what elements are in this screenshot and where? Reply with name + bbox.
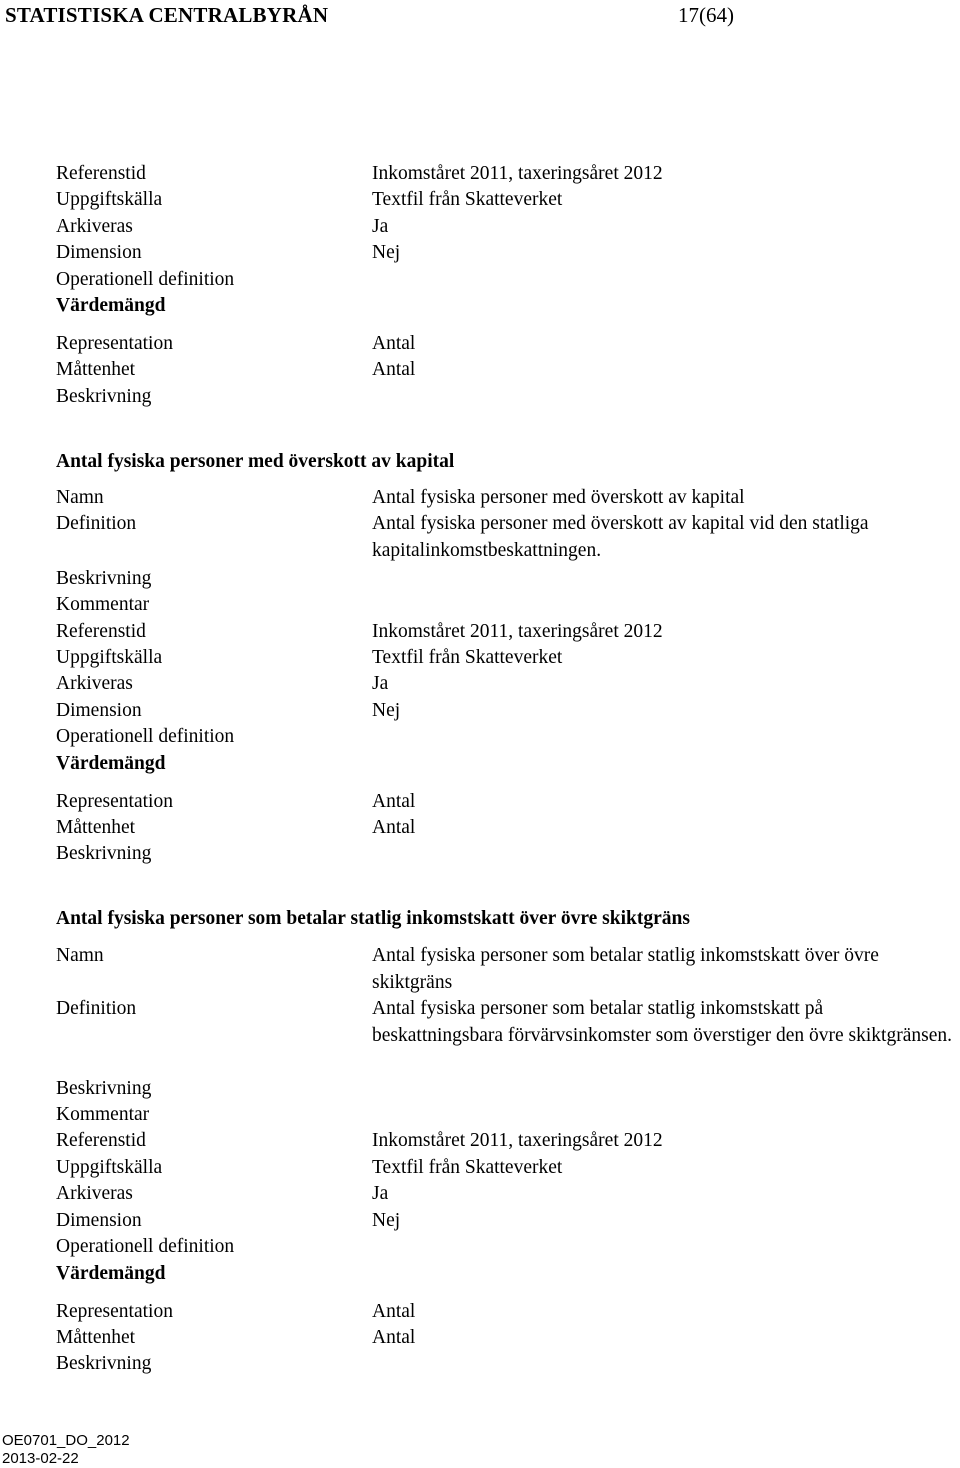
field-value: Ja [372, 673, 389, 694]
field-value: Inkomståret 2011, taxeringsåret 2012 [372, 1130, 663, 1151]
field-label: Operationell definition [56, 269, 235, 290]
field-value: Antal [372, 1301, 416, 1322]
field-dimension [0, 1208, 960, 1234]
field-label: Operationell definition [56, 1236, 235, 1257]
field-value: Antal fysiska personer med överskott av kapital [372, 487, 745, 508]
field-representation [0, 1299, 960, 1325]
section-heading: Antal fysiska personer som betalar statlig inkomstskatt över övre skiktgräns [56, 908, 690, 929]
field-vardemangd [0, 1261, 960, 1287]
field-label: Uppgiftskälla [56, 189, 163, 210]
field-label: Representation [56, 1301, 173, 1322]
field-beskrivning [0, 1076, 960, 1102]
field-label: Operationell definition [56, 726, 235, 747]
field-label: Beskrivning [56, 568, 152, 589]
field-label: Referenstid [56, 1130, 146, 1151]
field-referenstid [0, 1128, 960, 1154]
document-id: OE0701_DO_2012 [2, 1432, 130, 1449]
field-referenstid [0, 161, 960, 187]
field-operationell-definition [0, 1234, 960, 1260]
field-value: Ja [372, 216, 389, 237]
field-value-definition: Antal fysiska personer med överskott av kapital vid den statliga kapitalinkomstbeskattningen. [372, 513, 869, 561]
field-value: Textfil från Skatteverket [372, 1157, 563, 1178]
field-referenstid [0, 619, 960, 645]
field-label: Dimension [56, 700, 142, 721]
field-label: Namn [56, 487, 104, 508]
field-operationell-definition [0, 267, 960, 293]
field-label: Representation [56, 791, 173, 812]
field-dimension [0, 698, 960, 724]
field-arkiveras [0, 1181, 960, 1207]
field-label: Arkiveras [56, 673, 133, 694]
field-mattenhet [0, 357, 960, 383]
field-label: Beskrivning [56, 843, 152, 864]
field-label: Arkiveras [56, 216, 133, 237]
field-value: Textfil från Skatteverket [372, 647, 563, 668]
field-label: Referenstid [56, 621, 146, 642]
field-label: Värdemängd [56, 295, 166, 316]
field-label: Värdemängd [56, 1263, 166, 1284]
field-value-definition: Antal fysiska personer som betalar statlig inkomstskatt på beskattningsbara förvärvsinkomster som överstiger den övre skiktgränsen. [372, 998, 952, 1046]
document-date: 2013-02-22 [2, 1450, 79, 1467]
field-label-namn: Namn [56, 945, 104, 966]
field-beskrivning [0, 841, 960, 867]
field-value-namn: Antal fysiska personer som betalar statlig inkomstskatt över övre skiktgräns [372, 945, 879, 993]
field-label: Arkiveras [56, 1183, 133, 1204]
field-label: Uppgiftskälla [56, 1157, 163, 1178]
field-mattenhet [0, 815, 960, 841]
field-value: Nej [372, 700, 401, 721]
field-label: Beskrivning [56, 1353, 152, 1374]
field-value: Antal [372, 791, 416, 812]
field-uppgiftskalla [0, 187, 960, 213]
field-label-definition: Definition [56, 513, 137, 534]
field-label: Representation [56, 333, 173, 354]
field-label: Beskrivning [56, 1078, 152, 1099]
section-heading: Antal fysiska personer med överskott av kapital [56, 451, 455, 472]
field-label: Måttenhet [56, 817, 136, 838]
field-label: Måttenhet [56, 1327, 136, 1348]
field-value: Nej [372, 242, 401, 263]
field-label: Dimension [56, 242, 142, 263]
field-beskrivning [0, 1351, 960, 1377]
field-representation [0, 789, 960, 815]
field-uppgiftskalla [0, 1155, 960, 1181]
field-label: Referenstid [56, 163, 146, 184]
field-label: Dimension [56, 1210, 142, 1231]
field-label: Uppgiftskälla [56, 647, 163, 668]
field-representation [0, 331, 960, 357]
field-value: Antal [372, 333, 416, 354]
field-value: Textfil från Skatteverket [372, 189, 563, 210]
field-namn [0, 485, 960, 511]
field-label-definition: Definition [56, 998, 137, 1019]
field-label: Måttenhet [56, 359, 136, 380]
field-kommentar [0, 592, 960, 618]
field-beskrivning [0, 566, 960, 592]
field-value: Nej [372, 1210, 401, 1231]
page-number: 17(64) [678, 3, 734, 27]
field-value: Inkomståret 2011, taxeringsåret 2012 [372, 163, 663, 184]
field-value: Antal [372, 359, 416, 380]
organization-name: STATISTISKA CENTRALBYRÅN [5, 3, 329, 27]
field-operationell-definition [0, 724, 960, 750]
field-uppgiftskalla [0, 645, 960, 671]
field-vardemangd [0, 293, 960, 319]
field-label: Kommentar [56, 1104, 150, 1125]
field-label: Beskrivning [56, 386, 152, 407]
field-dimension [0, 240, 960, 266]
field-arkiveras [0, 214, 960, 240]
field-value: Antal [372, 817, 416, 838]
field-mattenhet [0, 1325, 960, 1351]
field-arkiveras [0, 671, 960, 697]
field-vardemangd [0, 751, 960, 777]
field-value: Antal [372, 1327, 416, 1348]
field-beskrivning [0, 384, 960, 410]
field-value: Ja [372, 1183, 389, 1204]
field-value: Inkomståret 2011, taxeringsåret 2012 [372, 621, 663, 642]
field-kommentar [0, 1102, 960, 1128]
field-label: Kommentar [56, 594, 150, 615]
field-label: Värdemängd [56, 753, 166, 774]
